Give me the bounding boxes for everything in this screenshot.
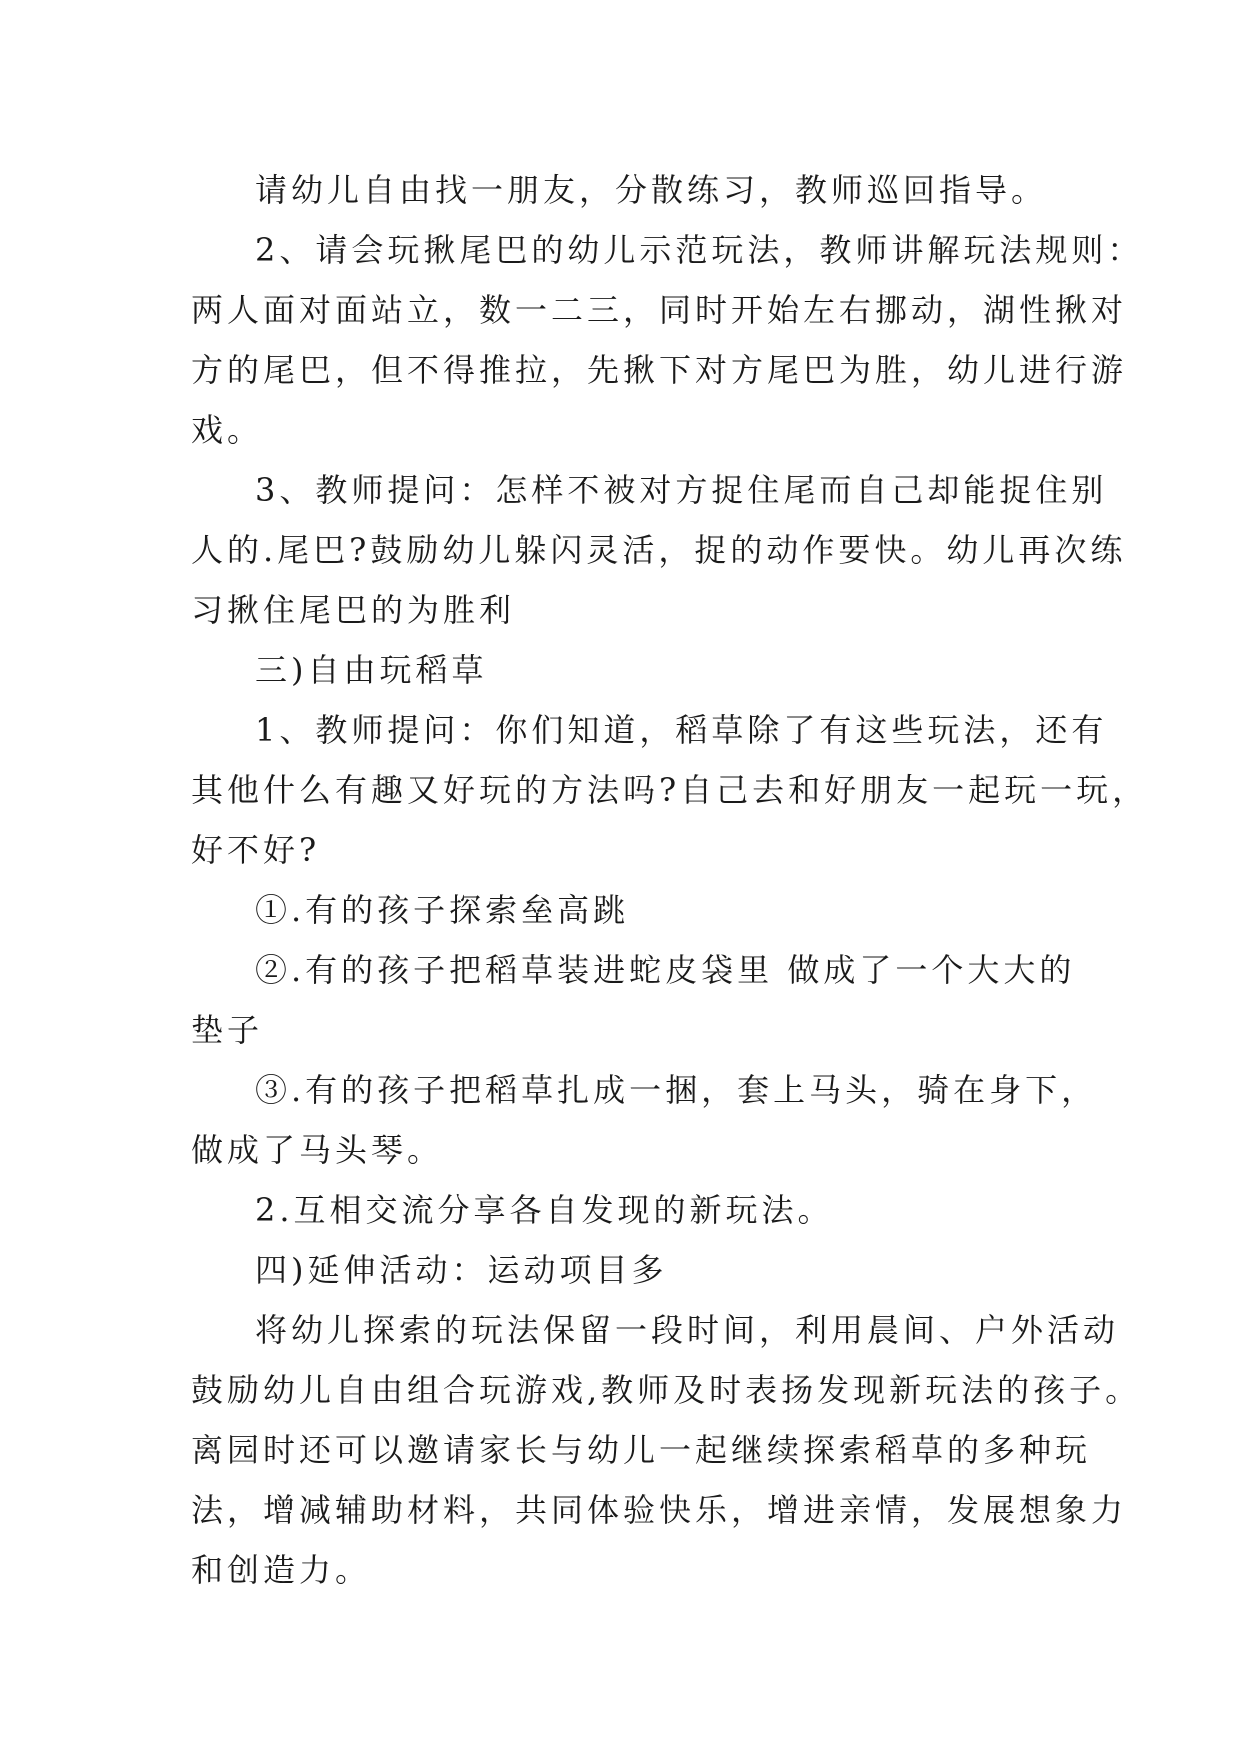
text-line: 法，增减辅助材料，共同体验快乐，增进亲情，发展想象力 [191, 1491, 1128, 1529]
text-line: 做成了马头琴。 [191, 1131, 444, 1169]
text-line: 1、教师提问：你们知道，稻草除了有这些玩法，还有 [255, 711, 1108, 749]
text-line: 好不好? [191, 831, 321, 869]
text-line: 离园时还可以邀请家长与幼儿一起继续探索稻草的多种玩 [191, 1431, 1092, 1469]
text-line: 垫子 [191, 1011, 264, 1049]
text-line: 将幼儿探索的玩法保留一段时间，利用晨间、户外活动 [255, 1311, 1120, 1349]
text-line: 鼓励幼儿自由组合玩游戏,教师及时表扬发现新玩法的孩子。 [191, 1371, 1142, 1409]
document-body [191, 160, 1149, 1600]
text-line: 两人面对面站立，数一二三，同时开始左右挪动，湖性揪对 [191, 291, 1128, 329]
list-item: ②.有的孩子把稻草装进蛇皮袋里 做成了一个大大的 [255, 951, 1076, 989]
text-line: 方的尾巴，但不得推拉，先揪下对方尾巴为胜，幼儿进行游 [191, 351, 1128, 389]
section-heading: 三)自由玩稻草 [255, 651, 488, 689]
text-line: 3、教师提问：怎样不被对方捉住尾而自己却能捉住别 [255, 471, 1108, 509]
text-line: 戏。 [191, 411, 264, 449]
text-line: 人的.尾巴?鼓励幼儿躲闪灵活，捉的动作要快。幼儿再次练 [191, 531, 1127, 569]
text-line: 请幼儿自由找一朋友，分散练习，教师巡回指导。 [255, 171, 1048, 209]
section-heading: 四)延伸活动：运动项目多 [255, 1251, 668, 1289]
text-line: 和创造力。 [191, 1551, 372, 1589]
text-line: 其他什么有趣又好玩的方法吗?自己去和好朋友一起玩一玩， [191, 771, 1149, 809]
text-line: 习揪住尾巴的为胜利 [191, 591, 516, 629]
text-line: 2.互相交流分享各自发现的新玩法。 [255, 1191, 834, 1229]
list-item: ③.有的孩子把稻草扎成一捆，套上马头，骑在身下， [255, 1071, 1098, 1109]
text-line: 2、请会玩揪尾巴的幼儿示范玩法，教师讲解玩法规则： [255, 231, 1144, 269]
list-item: ①.有的孩子探索垒高跳 [255, 891, 630, 929]
